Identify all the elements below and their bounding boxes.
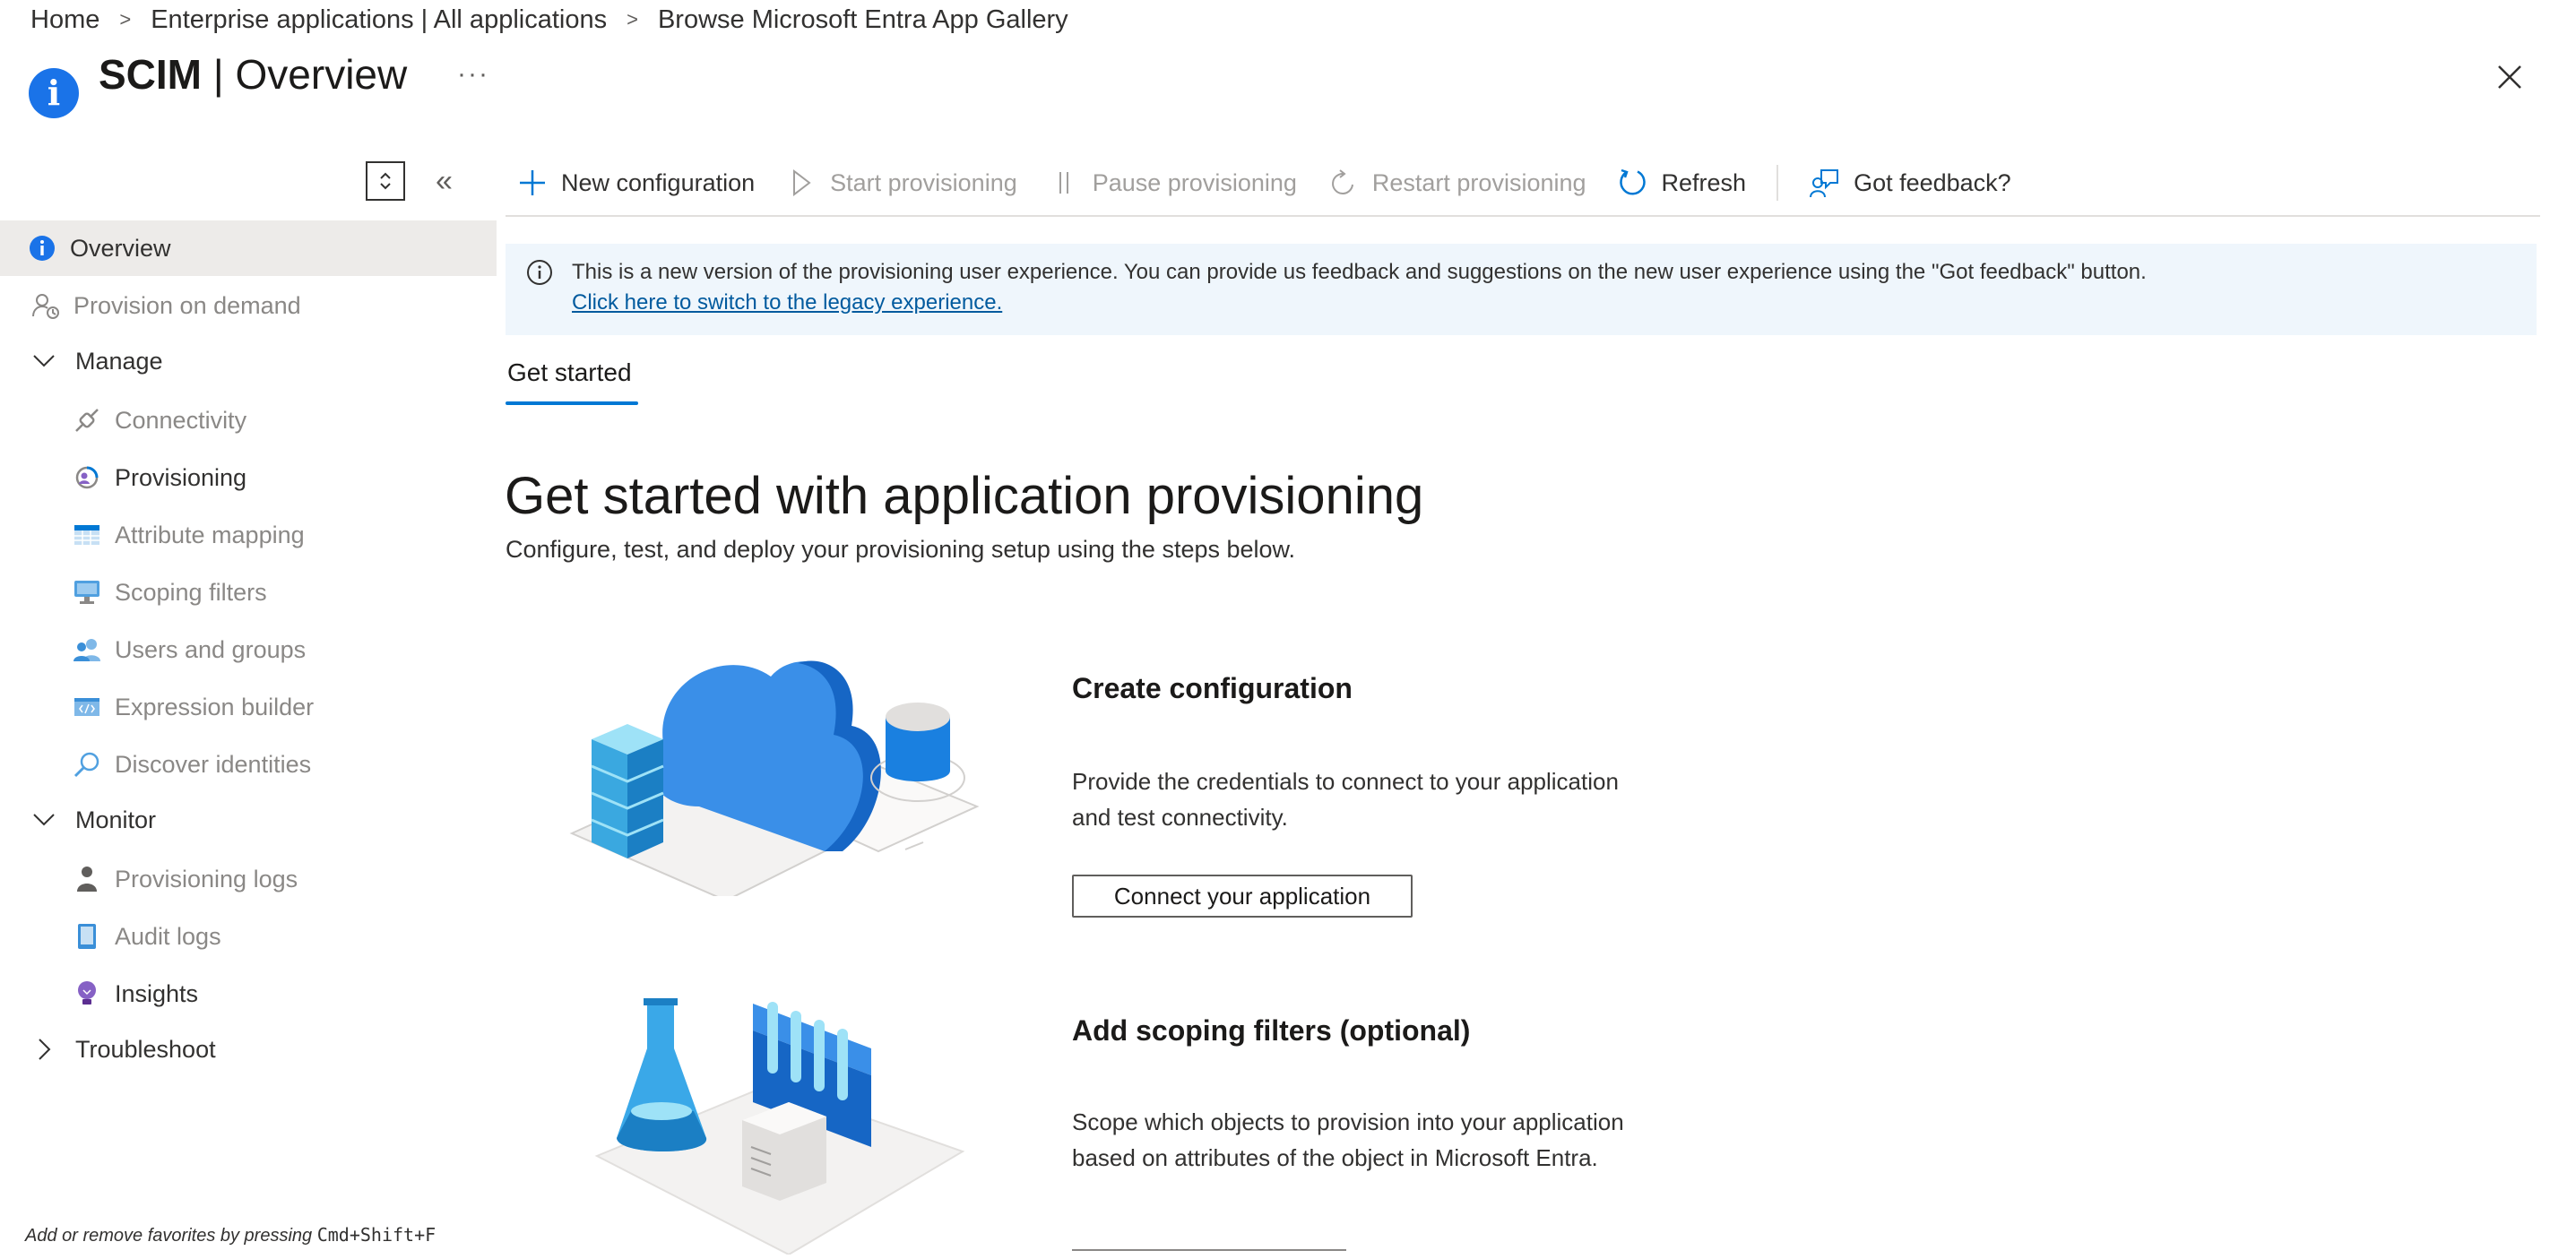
sidebar-item-label: Scoping filters (115, 578, 267, 606)
more-options-button[interactable]: ··· (457, 59, 489, 89)
step-create-configuration-title: Create configuration (1072, 672, 1353, 704)
pause-provisioning-button[interactable] (1048, 167, 1297, 199)
sidebar-item-expression-builder[interactable] (0, 679, 541, 735)
provisioning-icon (72, 462, 102, 493)
lightbulb-icon (72, 979, 102, 1009)
sidebar-group-troubleshoot[interactable] (0, 1022, 500, 1077)
sidebar-item-provisioning[interactable] (0, 450, 541, 505)
step-scoping-filters-button-partial[interactable] (1072, 1249, 1346, 1256)
info-outline-icon (525, 258, 554, 287)
sidebar-item-audit-logs[interactable] (0, 909, 541, 964)
new-configuration-label: New configuration (561, 168, 756, 196)
sidebar-item-provision-on-demand[interactable] (0, 278, 500, 333)
command-bar (516, 158, 2042, 208)
breadcrumb (30, 2, 1068, 38)
cloud-illustration (556, 627, 986, 896)
users-icon (72, 634, 102, 665)
main-heading: Get started with application provisioning (505, 467, 1424, 525)
step-create-configuration-description: Provide the credentials to connect to your application and test connectivity. (1072, 768, 1619, 831)
breadcrumb-home[interactable]: Home (30, 4, 100, 34)
step-scoping-filters-title: Add scoping filters (optional) (1072, 1014, 1471, 1047)
refresh-button[interactable] (1617, 167, 1747, 199)
toolbar-divider-line (506, 215, 2540, 217)
chevron-down-icon (30, 354, 57, 368)
sidebar-group-monitor[interactable] (0, 792, 500, 848)
favorites-hint-keys: Cmd+Shift+F (316, 1224, 437, 1246)
breadcrumb-separator: > (627, 8, 638, 30)
monitor-icon (72, 577, 102, 608)
connectivity-icon (72, 405, 102, 435)
restart-provisioning-button[interactable] (1327, 167, 1586, 199)
table-icon (72, 520, 102, 550)
book-icon (72, 921, 102, 952)
sidebar-item-label: Insights (115, 979, 199, 1007)
start-provisioning-label: Start provisioning (830, 168, 1017, 196)
restart-provisioning-label: Restart provisioning (1371, 168, 1586, 196)
page-title (99, 50, 407, 99)
sidebar-item-label: Provision on demand (73, 291, 301, 319)
sidebar-item-label: Overview (70, 234, 171, 262)
search-icon (72, 749, 102, 780)
toolbar-divider (1776, 165, 1778, 201)
chevron-right-icon (30, 1038, 57, 1061)
tab-get-started[interactable]: Get started (507, 358, 632, 386)
info-banner-text: This is a new version of the provisioning user experience. You can provide us feedback and suggestions on the new user experience using the "Got feedback" button. (572, 260, 2147, 284)
info-icon (27, 233, 57, 263)
sidebar-item-label: Expression builder (115, 693, 315, 720)
close-icon (2492, 59, 2528, 95)
restart-icon (1327, 167, 1360, 199)
got-feedback-button[interactable] (1809, 167, 2011, 199)
breadcrumb-enterprise-applications[interactable]: Enterprise applications | All applications (151, 4, 608, 34)
pause-provisioning-label: Pause provisioning (1092, 168, 1297, 196)
page-title-section: | Overview (202, 51, 408, 98)
sidebar-item-label: Users and groups (115, 635, 307, 663)
refresh-label: Refresh (1661, 168, 1747, 196)
page-title-app-name: SCIM (99, 51, 202, 98)
step-scoping-filters-description: Scope which objects to provision into your application based on attributes of the object in Microsoft Entra. (1072, 1108, 1624, 1171)
sidebar-item-insights[interactable] (0, 966, 541, 1022)
breadcrumb-app-gallery[interactable]: Browse Microsoft Entra App Gallery (657, 4, 1068, 34)
sidebar-item-overview[interactable] (0, 220, 497, 276)
collapse-sidebar-button[interactable]: « (436, 164, 453, 198)
sidebar-item-label: Attribute mapping (115, 521, 305, 548)
tab-selected-indicator (506, 401, 638, 405)
sidebar-item-scoping-filters[interactable] (0, 565, 541, 620)
legacy-experience-link[interactable]: Click here to switch to the legacy experience. (572, 290, 1003, 315)
feedback-icon (1809, 167, 1841, 199)
plus-icon (516, 167, 549, 199)
chevron-down-icon (30, 813, 57, 827)
sidebar-item-label: Manage (75, 347, 163, 375)
code-icon (72, 692, 102, 722)
favorites-hint-text: Add or remove favorites by pressing (25, 1226, 317, 1246)
sidebar-item-attribute-mapping[interactable] (0, 507, 541, 563)
close-button[interactable] (2492, 59, 2528, 95)
got-feedback-label: Got feedback? (1854, 168, 2011, 196)
sidebar-item-label: Discover identities (115, 750, 312, 778)
favorites-hint (25, 1224, 436, 1246)
start-provisioning-button[interactable] (785, 167, 1017, 199)
sidebar-item-label: Monitor (75, 806, 157, 833)
lab-illustration (592, 986, 968, 1255)
sidebar-item-label: Audit logs (115, 922, 221, 950)
play-icon (785, 167, 817, 199)
sidebar-item-label: Troubleshoot (75, 1035, 216, 1063)
sidebar-item-label: Provisioning logs (115, 865, 298, 893)
chevron-up-down-icon (378, 171, 393, 191)
refresh-icon (1617, 167, 1649, 199)
sidebar-group-manage[interactable] (0, 333, 500, 389)
info-icon: i (29, 68, 79, 118)
main-subheading: Configure, test, and deploy your provisioning setup using the steps below. (506, 536, 1296, 563)
new-configuration-button[interactable] (516, 167, 755, 199)
log-icon (72, 864, 102, 894)
sidebar-toggle-button[interactable] (366, 161, 405, 201)
sidebar-item-label: Provisioning (115, 463, 247, 491)
info-banner (506, 244, 2537, 335)
sidebar-item-connectivity[interactable] (0, 392, 541, 448)
sidebar-item-users-and-groups[interactable] (0, 622, 541, 677)
sidebar-item-label: Connectivity (115, 406, 247, 434)
breadcrumb-separator: > (119, 8, 132, 30)
provision-on-demand-icon (30, 290, 61, 321)
sidebar-item-discover-identities[interactable] (0, 737, 541, 792)
connect-your-application-button[interactable]: Connect your application (1072, 875, 1413, 918)
pause-icon (1048, 167, 1080, 199)
sidebar-item-provisioning-logs[interactable] (0, 851, 541, 907)
